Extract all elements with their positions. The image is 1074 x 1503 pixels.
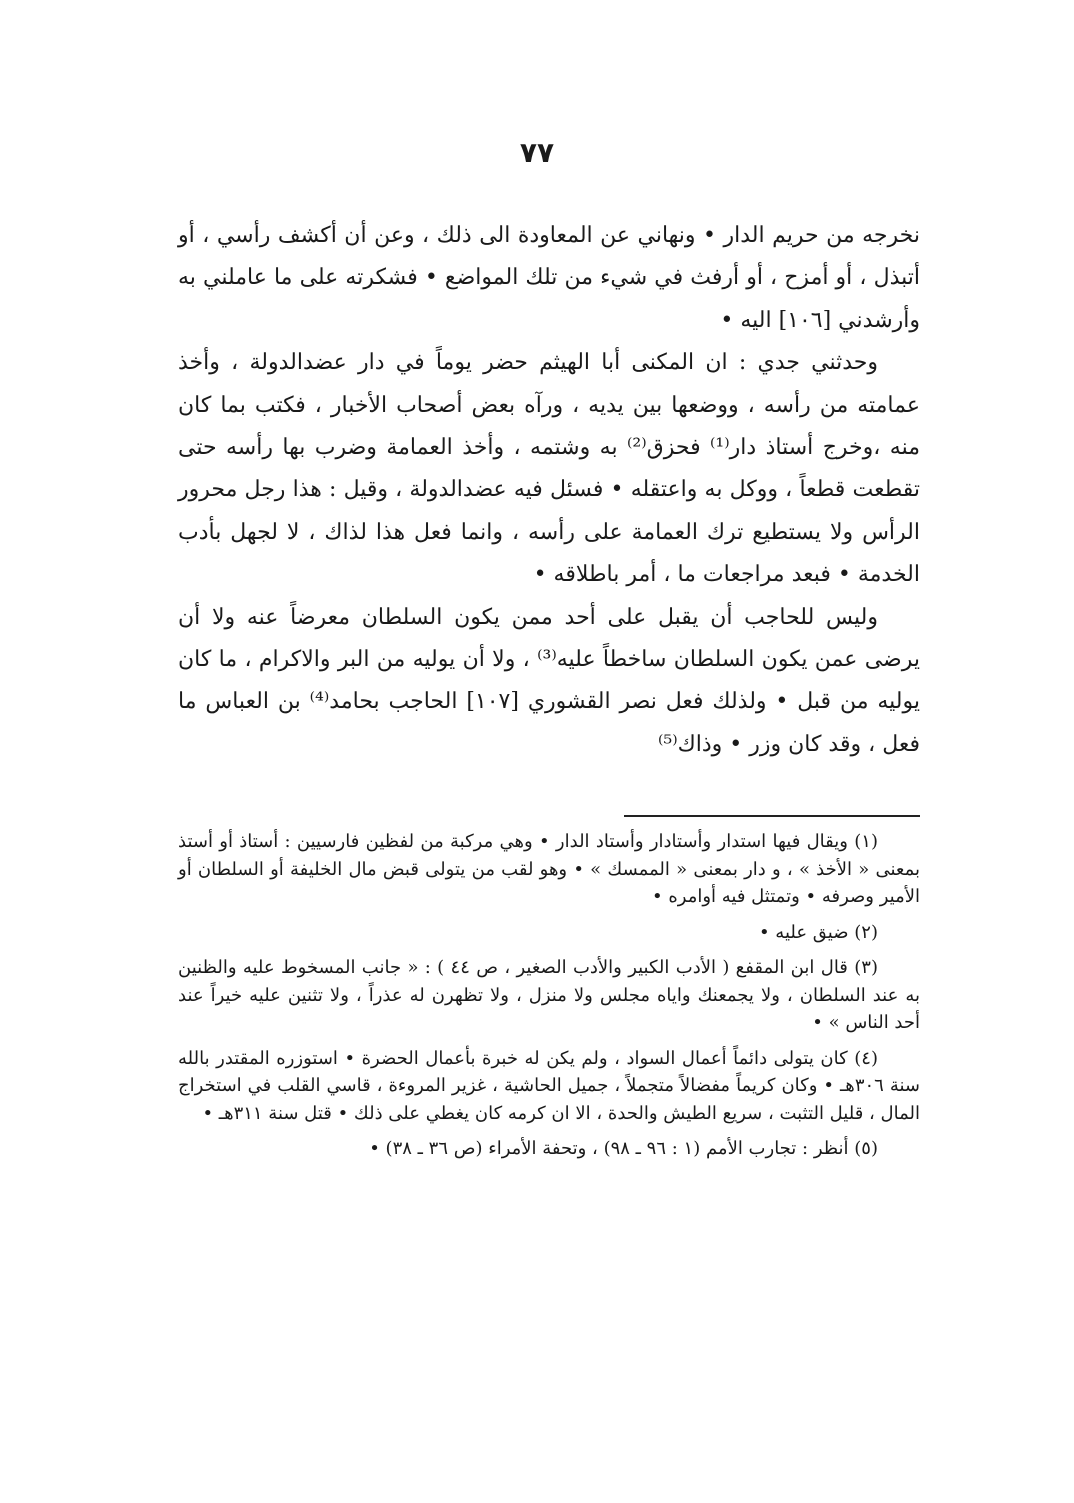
footnote-marker: (١) [854,831,878,852]
footnote-marker: (٣) [854,957,878,978]
footnote-marker: (٤) [854,1047,878,1069]
footnotes [178,828,920,1171]
footnote-2 [178,919,920,947]
page-number: ٧٧ [519,136,555,169]
footnote-1 [178,828,920,911]
footnote-marker: (٥) [854,1138,878,1159]
footnote-text: ضيق عليه • [758,921,849,943]
paragraph: وحدثني جدي : ان المكنى أبا الهيثم حضر يوماً في دار عضدالدولة ، وأخذ عمامته من رأسه ، ووضعها بين يديه ، ورآه بعض أصحاب الأخبار ، فكتب بما كان منه ،وخرج أستاذ دار⁽¹⁾ فحزق⁽²⁾ به وشتمه ، وأخذ العمامة وضرب بها رأسه حتى تقطعت قطعاً ، ووكل به واعتقله • فسئل فيه عضدالدولة ، وقيل : هذا رجل محرور الرأس ولا يستطيع ترك العمامة على رأسه ، وانما فعل هذا لذاك ، لا لجهل بأدب الخدمة • فبعد مراجعات ما ، أمر باطلاقه • [178,350,921,588]
footnote-text: قال ابن المقفع ( الأدب الكبير والأدب الصغير ، ص ٤٤ ) : « جانب المسخوط عليه والظنين به عند السلطان ، ولا يجمعنك واياه مجلس ولا منزل ، ولا تظهرن له عذراً ، ولا تثنين عليه خيراً عند أحد الناس » • [178,957,920,1033]
footnote-text: كان يتولى دائماً أعمال السواد ، ولم يكن له خبرة بأعمال الحضرة • استوزره المقتدر بالله سنة ٣٠٦هـ • وكان كريماً مفضالاً متجملاً ، جميل الحاشية ، غزير المروءة ، قاسي القلب في استخراج المال ، قليل التثبت ، سريع الطيش والحدة ، الا ان كرمه كان يغطي على ذلك • قتل سنة ٣١١هـ • [178,1047,920,1124]
footnote-divider [624,815,920,817]
footnote-text: ويقال فيها استدار وأستادار وأستاد الدار • وهي مركبة من لفظين فارسيين : أستاذ أو أستذ بمعنى « الأخذ » ، و دار بمعنى « الممسك » • وهو لقب من يتولى قبض مال الخليفة أو السلطان أو الأمير وصرفه • وتمتثل فيه أوامره • [178,831,920,907]
main-text [178,215,920,766]
footnote-3 [178,954,920,1037]
footnote-4 [178,1045,920,1128]
footnote-text: أنظر : تجارب الأمم (١ : ٩٦ ـ ٩٨) ، وتحفة الأمراء (ص ٣٦ ـ ٣٨) • [369,1138,849,1159]
footnote-5 [178,1135,920,1163]
paragraph: نخرجه من حريم الدار • ونهاني عن المعاودة الى ذلك ، وعن أن أكشف رأسي ، أو أتبذل ، أو أمزح ، أو أرفث في شيء من تلك المواضع • فشكرته على ما عاملني به وأرشدني [١٠٦] اليه • [178,223,920,333]
paragraph: وليس للحاجب أن يقبل على أحد ممن يكون السلطان معرضاً عنه ولا أن يرضى عمن يكون السلطان ساخطاً عليه⁽³⁾ ، ولا أن يوليه من البر والاكرام ، ما كان يوليه من قبل • ولذلك فعل نصر القشوري [١٠٧] الحاجب بحامد⁽⁴⁾ بن العباس ما فعل ، وقد كان وزر • وذاك⁽⁵⁾ [178,604,920,757]
footnote-marker: (٢) [854,921,878,943]
